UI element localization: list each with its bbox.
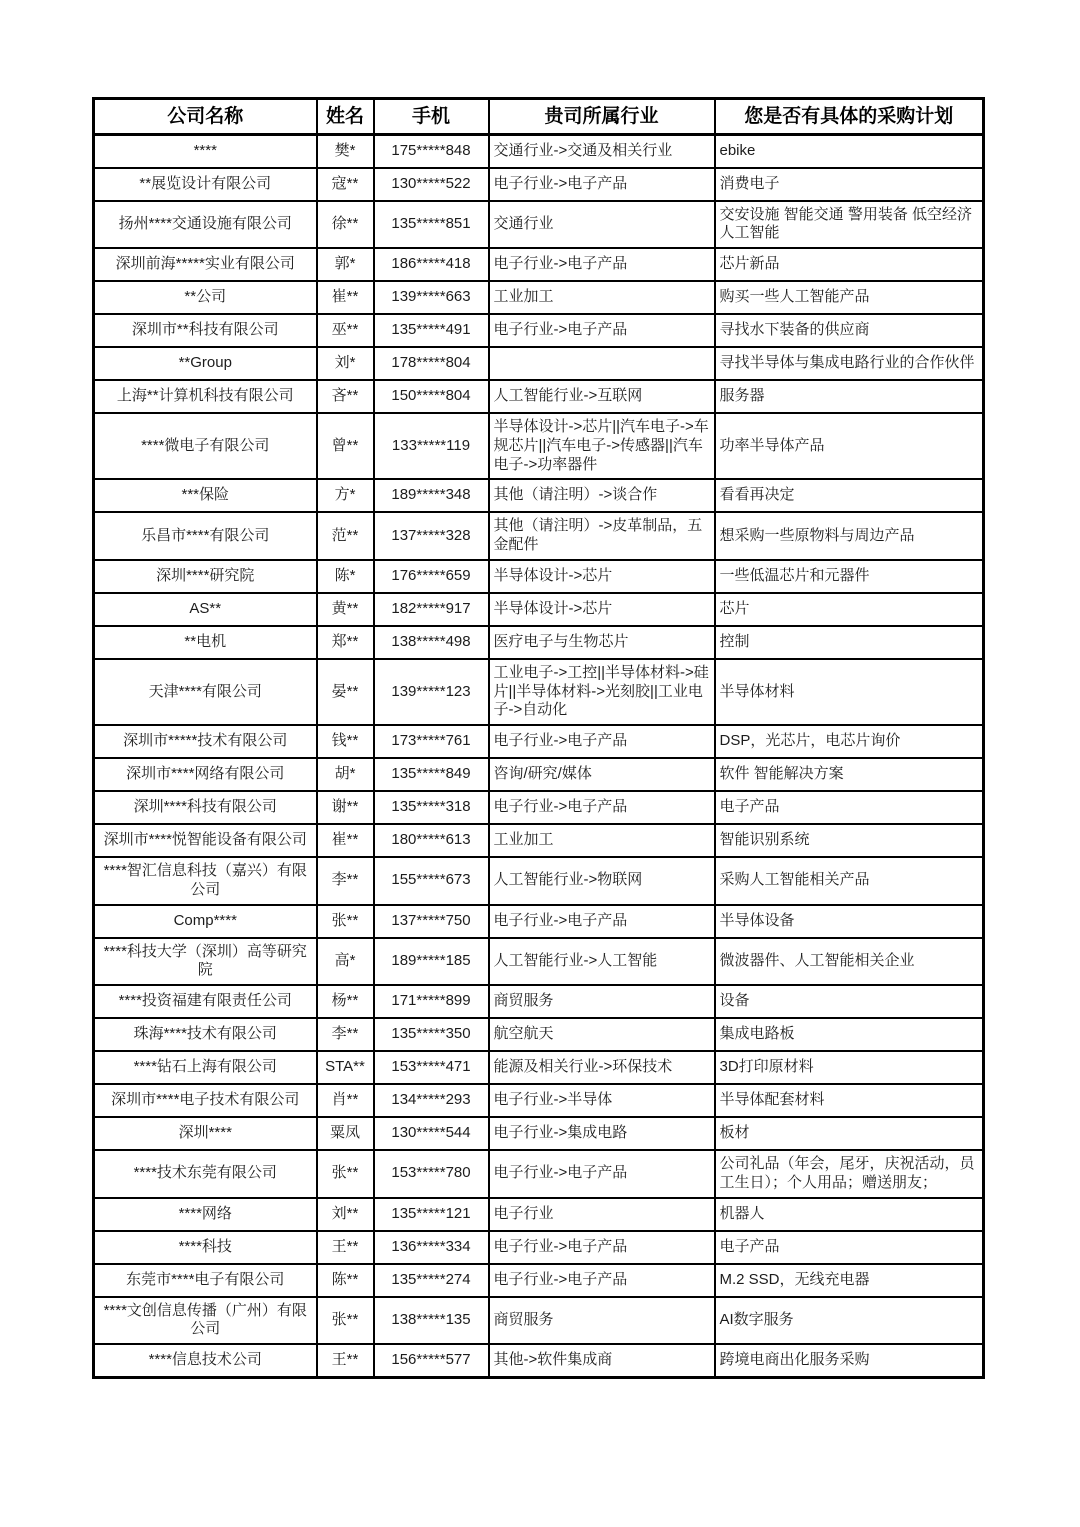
cell-plan: 电子产品 (715, 791, 984, 824)
cell-plan: 微波器件、人工智能相关企业 (715, 938, 984, 986)
cell-industry: 其他（请注明）->皮革制品，五金配件 (489, 512, 715, 560)
cell-name: 粟凤 (317, 1117, 374, 1150)
cell-name: 吝** (317, 380, 374, 413)
cell-name: 王** (317, 1231, 374, 1264)
cell-plan: 电子产品 (715, 1231, 984, 1264)
table-header (94, 99, 984, 135)
cell-phone: 182*****917 (374, 593, 489, 626)
cell-plan: 智能识别系统 (715, 824, 984, 857)
cell-industry: 电子行业 (489, 1198, 715, 1231)
cell-plan: 半导体材料 (715, 659, 984, 725)
cell-plan: 采购人工智能相关产品 (715, 857, 984, 905)
cell-phone: 176*****659 (374, 560, 489, 593)
cell-name: 崔** (317, 824, 374, 857)
table-row (94, 905, 984, 938)
table-row (94, 985, 984, 1018)
cell-name: 陈* (317, 560, 374, 593)
cell-phone: 136*****334 (374, 1231, 489, 1264)
cell-company: **电机 (94, 626, 317, 659)
cell-industry: 交通行业 (489, 201, 715, 249)
cell-name: 曾** (317, 413, 374, 479)
cell-company: 乐昌市****有限公司 (94, 512, 317, 560)
cell-name: 晏** (317, 659, 374, 725)
cell-phone: 186*****418 (374, 248, 489, 281)
cell-company: **公司 (94, 281, 317, 314)
cell-company: 珠海****技术有限公司 (94, 1018, 317, 1051)
cell-phone: 156*****577 (374, 1344, 489, 1377)
cell-company: ****钻石上海有限公司 (94, 1051, 317, 1084)
cell-company: 深圳市****悦智能设备有限公司 (94, 824, 317, 857)
cell-industry: 电子行业->电子产品 (489, 314, 715, 347)
cell-industry: 电子行业->电子产品 (489, 791, 715, 824)
cell-plan: 跨境电商出化服务采购 (715, 1344, 984, 1377)
cell-industry: 商贸服务 (489, 985, 715, 1018)
leads-table (92, 97, 985, 1379)
cell-industry: 人工智能行业->物联网 (489, 857, 715, 905)
cell-industry: 工业加工 (489, 281, 715, 314)
cell-phone: 175*****848 (374, 135, 489, 168)
cell-company: **Group (94, 347, 317, 380)
cell-plan: ebike (715, 135, 984, 168)
cell-phone: 135*****274 (374, 1264, 489, 1297)
column-header-phone: 手机 (374, 99, 489, 135)
table-row (94, 1051, 984, 1084)
cell-phone: 135*****849 (374, 758, 489, 791)
column-header-name: 姓名 (317, 99, 374, 135)
cell-industry: 电子行业->电子产品 (489, 905, 715, 938)
cell-company: **** (94, 135, 317, 168)
cell-industry: 航空航天 (489, 1018, 715, 1051)
cell-company: Comp**** (94, 905, 317, 938)
cell-company: 扬州****交通设施有限公司 (94, 201, 317, 249)
column-header-industry: 贵司所属行业 (489, 99, 715, 135)
cell-phone: 173*****761 (374, 725, 489, 758)
cell-name: 陈** (317, 1264, 374, 1297)
cell-phone: 138*****135 (374, 1297, 489, 1345)
table-row (94, 791, 984, 824)
cell-company: ****科技 (94, 1231, 317, 1264)
cell-name: 张** (317, 1150, 374, 1198)
cell-company: 深圳****科技有限公司 (94, 791, 317, 824)
table-row (94, 1198, 984, 1231)
cell-name: 肖** (317, 1084, 374, 1117)
cell-name: 巫** (317, 314, 374, 347)
cell-name: 杨** (317, 985, 374, 1018)
table-row (94, 593, 984, 626)
cell-name: 李** (317, 857, 374, 905)
cell-plan: M.2 SSD，无线充电器 (715, 1264, 984, 1297)
cell-industry: 电子行业->电子产品 (489, 1150, 715, 1198)
cell-name: 张** (317, 905, 374, 938)
header-row (94, 99, 984, 135)
cell-industry: 咨询/研究/媒体 (489, 758, 715, 791)
table-row (94, 1231, 984, 1264)
table-row (94, 1084, 984, 1117)
cell-company: 深圳市****电子技术有限公司 (94, 1084, 317, 1117)
cell-phone: 139*****123 (374, 659, 489, 725)
cell-phone: 135*****851 (374, 201, 489, 249)
cell-company: 深圳市****网络有限公司 (94, 758, 317, 791)
cell-company: 深圳市*****技术有限公司 (94, 725, 317, 758)
cell-industry: 人工智能行业->互联网 (489, 380, 715, 413)
cell-name: 刘** (317, 1198, 374, 1231)
cell-plan: 看看再决定 (715, 479, 984, 512)
cell-plan: 集成电路板 (715, 1018, 984, 1051)
cell-phone: 189*****348 (374, 479, 489, 512)
cell-phone: 137*****750 (374, 905, 489, 938)
cell-plan: 机器人 (715, 1198, 984, 1231)
table-row (94, 758, 984, 791)
table-row (94, 725, 984, 758)
cell-industry: 人工智能行业->人工智能 (489, 938, 715, 986)
cell-name: 刘* (317, 347, 374, 380)
cell-company: 深圳市**科技有限公司 (94, 314, 317, 347)
cell-industry: 半导体设计->芯片 (489, 593, 715, 626)
cell-plan: 软件 智能解决方案 (715, 758, 984, 791)
cell-plan: 3D打印原材料 (715, 1051, 984, 1084)
cell-company: 东莞市****电子有限公司 (94, 1264, 317, 1297)
cell-industry: 电子行业->电子产品 (489, 248, 715, 281)
cell-phone: 134*****293 (374, 1084, 489, 1117)
cell-name: 胡* (317, 758, 374, 791)
cell-phone: 139*****663 (374, 281, 489, 314)
cell-company: ****微电子有限公司 (94, 413, 317, 479)
table-row (94, 659, 984, 725)
cell-industry: 半导体设计->芯片 (489, 560, 715, 593)
cell-name: 谢** (317, 791, 374, 824)
cell-plan: 寻找水下装备的供应商 (715, 314, 984, 347)
cell-plan: 寻找半导体与集成电路行业的合作伙伴 (715, 347, 984, 380)
cell-company: 天津****有限公司 (94, 659, 317, 725)
cell-plan: DSP，光芯片，电芯片询价 (715, 725, 984, 758)
cell-name: 王** (317, 1344, 374, 1377)
cell-phone: 133*****119 (374, 413, 489, 479)
cell-name: 高* (317, 938, 374, 986)
table-row (94, 380, 984, 413)
cell-phone: 135*****491 (374, 314, 489, 347)
cell-plan: 功率半导体产品 (715, 413, 984, 479)
cell-phone: 153*****780 (374, 1150, 489, 1198)
cell-name: 方* (317, 479, 374, 512)
cell-phone: 155*****673 (374, 857, 489, 905)
cell-name: STA** (317, 1051, 374, 1084)
table-row (94, 1344, 984, 1377)
cell-plan: 交安设施 智能交通 警用装备 低空经济 人工智能 (715, 201, 984, 249)
cell-phone: 178*****804 (374, 347, 489, 380)
table-row (94, 1297, 984, 1345)
cell-industry: 电子行业->电子产品 (489, 1264, 715, 1297)
table-row (94, 201, 984, 249)
cell-company: ****科技大学（深圳）高等研究院 (94, 938, 317, 986)
cell-company: 深圳前海*****实业有限公司 (94, 248, 317, 281)
cell-industry: 电子行业->电子产品 (489, 725, 715, 758)
cell-name: 崔** (317, 281, 374, 314)
cell-phone: 130*****522 (374, 168, 489, 201)
table-row (94, 1117, 984, 1150)
cell-phone: 150*****804 (374, 380, 489, 413)
cell-phone: 135*****318 (374, 791, 489, 824)
cell-industry: 电子行业->电子产品 (489, 168, 715, 201)
table-row (94, 1150, 984, 1198)
table-body (94, 135, 984, 1378)
cell-name: 寇** (317, 168, 374, 201)
table-row (94, 479, 984, 512)
cell-industry: 其他->软件集成商 (489, 1344, 715, 1377)
table-row (94, 314, 984, 347)
cell-company: 上海**计算机科技有限公司 (94, 380, 317, 413)
cell-name: 范** (317, 512, 374, 560)
cell-industry: 半导体设计->芯片||汽车电子->车规芯片||汽车电子->传感器||汽车电子->功率器件 (489, 413, 715, 479)
cell-industry (489, 347, 715, 380)
cell-company: ***保险 (94, 479, 317, 512)
table-row (94, 281, 984, 314)
cell-name: 黄** (317, 593, 374, 626)
cell-name: 郑** (317, 626, 374, 659)
cell-industry: 其他（请注明）->谈合作 (489, 479, 715, 512)
cell-phone: 135*****121 (374, 1198, 489, 1231)
cell-industry: 能源及相关行业->环保技术 (489, 1051, 715, 1084)
table-row (94, 347, 984, 380)
column-header-company: 公司名称 (94, 99, 317, 135)
column-header-plan: 您是否有具体的采购计划 (715, 99, 984, 135)
cell-phone: 189*****185 (374, 938, 489, 986)
cell-plan: 芯片新品 (715, 248, 984, 281)
table-row (94, 168, 984, 201)
cell-plan: AI数字服务 (715, 1297, 984, 1345)
cell-industry: 工业加工 (489, 824, 715, 857)
table-row (94, 1264, 984, 1297)
cell-company: 深圳**** (94, 1117, 317, 1150)
cell-plan: 公司礼品（年会，尾牙，庆祝活动，员工生日）；个人用品；赠送朋友； (715, 1150, 984, 1198)
cell-industry: 交通行业->交通及相关行业 (489, 135, 715, 168)
cell-plan: 半导体配套材料 (715, 1084, 984, 1117)
cell-industry: 商贸服务 (489, 1297, 715, 1345)
cell-name: 钱** (317, 725, 374, 758)
cell-phone: 171*****899 (374, 985, 489, 1018)
cell-industry: 电子行业->电子产品 (489, 1231, 715, 1264)
table-row (94, 626, 984, 659)
cell-name: 张** (317, 1297, 374, 1345)
cell-phone: 180*****613 (374, 824, 489, 857)
cell-company: ****文创信息传播（广州）有限公司 (94, 1297, 317, 1345)
table-row (94, 938, 984, 986)
table-row (94, 560, 984, 593)
cell-name: 樊* (317, 135, 374, 168)
cell-phone: 130*****544 (374, 1117, 489, 1150)
cell-industry: 医疗电子与生物芯片 (489, 626, 715, 659)
cell-company: ****投资福建有限责任公司 (94, 985, 317, 1018)
cell-phone: 153*****471 (374, 1051, 489, 1084)
table-row (94, 824, 984, 857)
cell-company: 深圳****研究院 (94, 560, 317, 593)
cell-name: 郭* (317, 248, 374, 281)
cell-name: 李** (317, 1018, 374, 1051)
cell-industry: 电子行业->集成电路 (489, 1117, 715, 1150)
cell-company: ****技术东莞有限公司 (94, 1150, 317, 1198)
cell-plan: 想采购一些原物料与周边产品 (715, 512, 984, 560)
cell-industry: 电子行业->半导体 (489, 1084, 715, 1117)
cell-phone: 135*****350 (374, 1018, 489, 1051)
cell-name: 徐** (317, 201, 374, 249)
cell-industry: 工业电子->工控||半导体材料->硅片||半导体材料->光刻胶||工业电子->自动化 (489, 659, 715, 725)
cell-plan: 半导体设备 (715, 905, 984, 938)
table-row (94, 1018, 984, 1051)
table-row (94, 248, 984, 281)
table-row (94, 135, 984, 168)
cell-plan: 板材 (715, 1117, 984, 1150)
cell-plan: 服务器 (715, 380, 984, 413)
cell-company: **展览设计有限公司 (94, 168, 317, 201)
cell-phone: 137*****328 (374, 512, 489, 560)
cell-company: ****智汇信息科技（嘉兴）有限公司 (94, 857, 317, 905)
table-row (94, 413, 984, 479)
cell-company: ****网络 (94, 1198, 317, 1231)
cell-company: ****信息技术公司 (94, 1344, 317, 1377)
cell-phone: 138*****498 (374, 626, 489, 659)
cell-plan: 购买一些人工智能产品 (715, 281, 984, 314)
cell-company: AS** (94, 593, 317, 626)
cell-plan: 消费电子 (715, 168, 984, 201)
cell-plan: 一些低温芯片和元器件 (715, 560, 984, 593)
cell-plan: 控制 (715, 626, 984, 659)
table-row (94, 857, 984, 905)
table-row (94, 512, 984, 560)
cell-plan: 芯片 (715, 593, 984, 626)
cell-plan: 设备 (715, 985, 984, 1018)
